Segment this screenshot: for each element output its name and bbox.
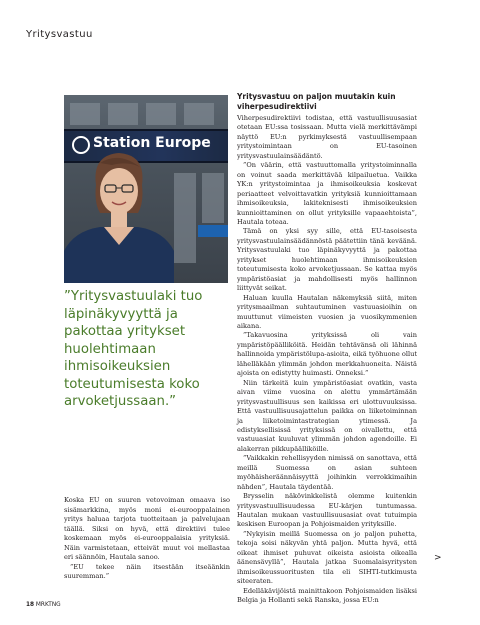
article-photo [64, 95, 228, 283]
paragraph: Viherpesudirektiivi todistaa, että vastuullisuusasiat otetaan EU:ssa tosissaan. Mutta vielä merkittävämpi näyttö EU:n pyrkimyksestä vastuullisempaan yritystoimintaan on EU-tasoinen yritysvastuulainsäädäntö. [237, 114, 417, 160]
subheading: Yritysvastuu on paljon muutakin kuin viherpesudirektiivi [237, 92, 396, 111]
paragraph: ”Vaikkakin rehellisyyden nimissä on sanottava, että meillä Suomessa on asian suhteen myöhäisheräännäisyyttä joihinkin verrokkimaihin nähden”, Hautala täydentää. [237, 454, 417, 491]
continue-arrow-icon: > [434, 553, 442, 563]
right-column-body [237, 114, 417, 606]
section-label: Yritysvastuu [26, 29, 93, 40]
person-portrait [64, 133, 174, 283]
station-sign-text: Station Europe [93, 135, 211, 151]
page-number: 18 [26, 602, 35, 608]
right-column [237, 92, 417, 606]
left-column-text [64, 496, 230, 582]
paragraph: Tämä on yksi syy sille, että EU-tasoisesta yritysvastuulainsäädännöstä päätettiin tänä keväänä. Yritysvastuulaki tuo läpinäkyvyyttä ja pakottaa yritykset huolehtimaan ihmisoikeuksien toteutumisesta koko arvoketjussaan. Se kattaa myös ympäristöasiat ja mahdollisesti myös hallinnon liittyvät seikat. [237, 227, 417, 293]
paragraph: Koska EU on suuren vetovoiman omaava iso sisämarkkina, myös moni ei-eurooppalainen yritys haluaa tarjota tuotteitaan ja palvelujaan täällä. Siksi on hyvä, että direktiivi tulee koskemaan myös ei-eurooppalaisia yrityksiä. Näin varmistetaan, etteivät muut voi mellastaa eri säännöin, Hautala sanoo. [64, 496, 230, 561]
pull-quote: ”Yritysvastuulaki tuo läpinäkyvyyttä ja pakottaa yritykset huolehtimaan ihmisoikeuksien toteutumisesta koko arvoketjussaan.” [64, 289, 203, 409]
paragraph: Niin tärkeitä kuin ympäristöasiat ovatkin, vasta aivan viime vuosina on alettu ymmärtämään yritysvastuullisuus sen kaikissa eri ulottuvuuksissa. Että vastuullisuusajattelun paikka on liiketoiminnan ja liiketoimintastrategian ytimessä. Ja edistyksellisissä yrityksissä on oivallettu, että vastuuasiat kuuluvat ylimmän johdon agendoille. Ei alakerran pikkupäälliköille. [237, 378, 417, 453]
paragraph: Brysselin näkövinkkelistä olemme kuitenkin yritysvastuullisuudessa EU-kärjen tuntumassa. Hautalan mukaan vastuullisuusasiat ovat tutuimpia keskisen Euroopan ja Pohjoismaiden yrityksille. [237, 492, 417, 529]
paragraph: ”EU tekee näin itsestään itseäänkin suuremman.” [64, 562, 230, 580]
magazine-name: MRKTNG [35, 602, 61, 608]
paragraph: ”On väärin, että vastuuttomalla yritystoiminnalla on voinut saada merkittävää kilpailuetua. Vaikka YK:n yritystoimintaa ja ihmisoikeuksia koskevat periaatteet velvoittavatkin yrityksiä kunnioittamaan ihmisoikeuksia, lakiteknisesti ihmisoikeuksien kunnioittaminen on ollut yrityksille vapaaehtoista”, Hautala toteaa. [237, 161, 417, 226]
blue-sign [198, 225, 228, 237]
paragraph: Haluan kuulla Hautalan näkemyksiä siitä, miten yritysmaailman suhtautuminen vastuuasioihin on muuttunut viimeisten vuosien ja vuosikymmenien aikana. [237, 293, 417, 330]
paragraph: ”Takavuosina yrityksissä oli vain ympäristöpäälliköitä. Heidän tehtävänsä oli lähinnä hallinnoida ympäristölupa-asioita, eikä työhuone ollut lähelläkään ylimmän johdon merkkahuoneita. Näistä ajoista on edistytty huimasti. Onneksi.” [237, 331, 417, 378]
paragraph: ”Nykyisin meillä Suomessa on jo paljon puhetta, tekoja soisi näkyvän yhtä paljon. Mutta hyvä, että oikeat ihmiset puhuvat oikeista asioista oikealla äänensävyllä”, Hautala jatkaa Suomalaisyritysten ihmisoikeussuoritusten tila eli SIHTI-tutkimusta siteeraten. [237, 529, 417, 586]
paragraph: Edelläkävijöistä mainittakoon Pohjoismaiden lisäksi Belgia ja Hollanti sekä Ranska, jossa EU:n [237, 586, 417, 605]
page-footer [26, 602, 61, 608]
